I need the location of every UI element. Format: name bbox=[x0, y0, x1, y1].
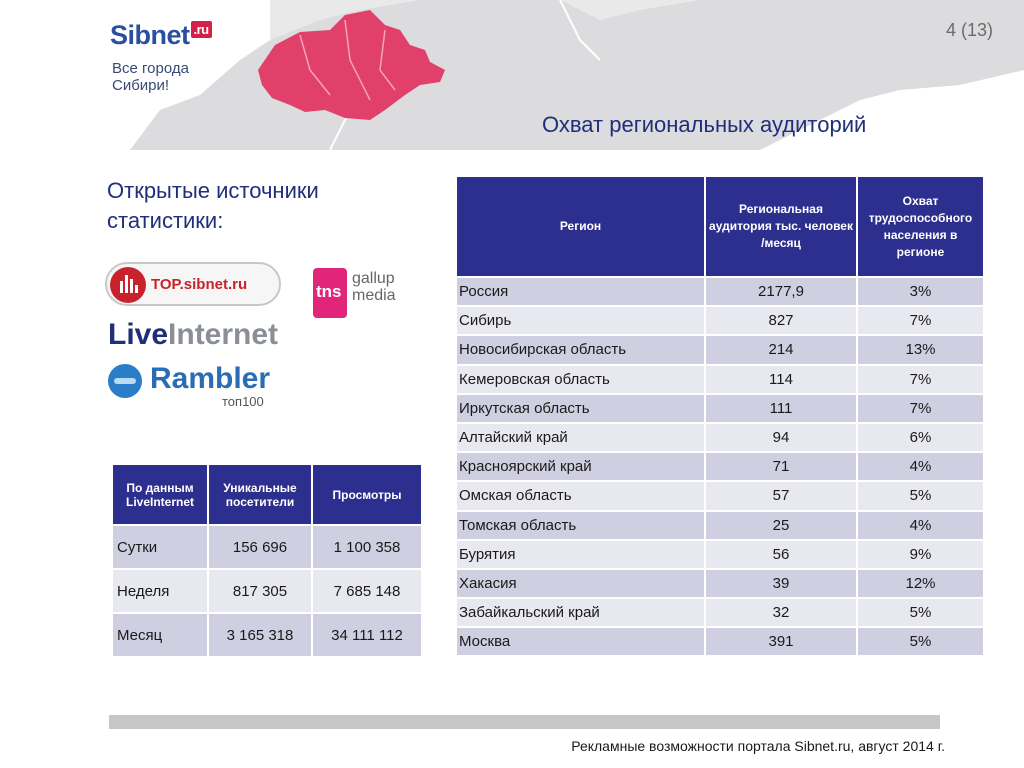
table-row bbox=[456, 277, 984, 306]
table-row bbox=[456, 423, 984, 452]
regional-audience-table bbox=[455, 175, 985, 657]
audience-cell: 32 bbox=[705, 598, 857, 627]
gallup-media-logo bbox=[352, 270, 396, 304]
region-cell: Забайкальский край bbox=[456, 598, 705, 627]
table-row bbox=[112, 569, 422, 613]
footer-bar bbox=[109, 715, 940, 729]
region-cell: Алтайский край bbox=[456, 423, 705, 452]
region-cell: Россия bbox=[456, 277, 705, 306]
top-sibnet-logo[interactable] bbox=[105, 262, 281, 306]
audience-cell: 25 bbox=[705, 511, 857, 540]
table-row bbox=[456, 306, 984, 335]
region-cell: Иркутская область bbox=[456, 394, 705, 423]
audience-cell: 111 bbox=[705, 394, 857, 423]
coverage-cell: 5% bbox=[857, 598, 984, 627]
region-cell: Кемеровская область bbox=[456, 365, 705, 394]
region-cell: Хакасия bbox=[456, 569, 705, 598]
views-cell: 7 685 148 bbox=[312, 569, 422, 613]
sibnet-logo[interactable] bbox=[110, 20, 212, 51]
audience-cell: 56 bbox=[705, 540, 857, 569]
liveinternet-live: Live bbox=[108, 318, 169, 351]
table-row bbox=[456, 627, 984, 656]
gallup-line1: gallup bbox=[352, 270, 395, 287]
visitors-cell: 3 165 318 bbox=[208, 613, 312, 657]
top-sibnet-text: TOP.sibnet.ru bbox=[151, 276, 248, 293]
audience-cell: 71 bbox=[705, 452, 857, 481]
column-header: Просмотры bbox=[312, 464, 422, 525]
table-row bbox=[456, 452, 984, 481]
region-cell: Бурятия bbox=[456, 540, 705, 569]
column-header: Регион bbox=[456, 176, 705, 277]
audience-cell: 391 bbox=[705, 627, 857, 656]
audience-cell: 2177,9 bbox=[705, 277, 857, 306]
coverage-cell: 7% bbox=[857, 394, 984, 423]
table-row bbox=[456, 511, 984, 540]
views-cell: 34 111 112 bbox=[312, 613, 422, 657]
column-header: По данным LiveInternet bbox=[112, 464, 208, 525]
slogan bbox=[112, 60, 189, 94]
coverage-cell: 6% bbox=[857, 423, 984, 452]
audience-cell: 94 bbox=[705, 423, 857, 452]
audience-cell: 39 bbox=[705, 569, 857, 598]
region-cell: Сибирь bbox=[456, 306, 705, 335]
table-row bbox=[456, 569, 984, 598]
liveinternet-logo[interactable] bbox=[108, 318, 278, 352]
audience-cell: 827 bbox=[705, 306, 857, 335]
tns-logo[interactable] bbox=[313, 268, 347, 318]
period-cell: Неделя bbox=[112, 569, 208, 613]
audience-cell: 214 bbox=[705, 335, 857, 364]
table-header-row bbox=[112, 464, 422, 525]
coverage-cell: 4% bbox=[857, 511, 984, 540]
table-row bbox=[456, 394, 984, 423]
coverage-cell: 7% bbox=[857, 306, 984, 335]
visitors-cell: 156 696 bbox=[208, 525, 312, 569]
rambler-top100: топ100 bbox=[222, 394, 264, 409]
slogan-line2: Сибири! bbox=[112, 77, 170, 94]
tns-text: tns bbox=[316, 282, 342, 301]
visitors-cell: 817 305 bbox=[208, 569, 312, 613]
table-row bbox=[456, 335, 984, 364]
region-cell: Томская область bbox=[456, 511, 705, 540]
column-header: Охват трудоспособного населения в регионе bbox=[857, 176, 984, 277]
period-cell: Месяц bbox=[112, 613, 208, 657]
sources-title-line1: Открытые источники bbox=[107, 178, 319, 203]
logo-ru: .ru bbox=[191, 21, 212, 38]
sources-title bbox=[107, 176, 319, 236]
views-cell: 1 100 358 bbox=[312, 525, 422, 569]
table-row bbox=[456, 365, 984, 394]
table-row bbox=[456, 481, 984, 510]
top-sibnet-badge-icon bbox=[110, 267, 146, 303]
footer-text: Рекламные возможности портала Sibnet.ru, август 2014 г. bbox=[571, 738, 945, 754]
column-header: Уникальные посетители bbox=[208, 464, 312, 525]
rambler-globe-icon bbox=[108, 364, 142, 398]
slide-number: 4 (13) bbox=[946, 20, 994, 40]
table-row bbox=[112, 613, 422, 657]
coverage-cell: 9% bbox=[857, 540, 984, 569]
region-cell: Омская область bbox=[456, 481, 705, 510]
logo-text: Sibnet bbox=[110, 20, 190, 50]
header-banner bbox=[0, 0, 1024, 150]
liveinternet-stats-table bbox=[111, 463, 423, 658]
region-cell: Красноярский край bbox=[456, 452, 705, 481]
table-header-row bbox=[456, 176, 984, 277]
coverage-cell: 5% bbox=[857, 481, 984, 510]
table-row bbox=[456, 598, 984, 627]
table-row bbox=[456, 540, 984, 569]
column-header: Региональная аудитория тыс. человек /месяц bbox=[705, 176, 857, 277]
coverage-cell: 4% bbox=[857, 452, 984, 481]
coverage-cell: 3% bbox=[857, 277, 984, 306]
region-cell: Москва bbox=[456, 627, 705, 656]
region-cell: Новосибирская область bbox=[456, 335, 705, 364]
coverage-cell: 5% bbox=[857, 627, 984, 656]
audience-cell: 57 bbox=[705, 481, 857, 510]
slide-title: Охват региональных аудиторий bbox=[542, 112, 867, 137]
period-cell: Сутки bbox=[112, 525, 208, 569]
coverage-cell: 12% bbox=[857, 569, 984, 598]
rambler-logo[interactable]: Rambler bbox=[150, 362, 271, 395]
coverage-cell: 13% bbox=[857, 335, 984, 364]
slogan-line1: Все города bbox=[112, 60, 189, 77]
gallup-line2: media bbox=[352, 287, 396, 304]
liveinternet-internet: Internet bbox=[168, 318, 279, 351]
audience-cell: 114 bbox=[705, 365, 857, 394]
coverage-cell: 7% bbox=[857, 365, 984, 394]
table-row bbox=[112, 525, 422, 569]
sources-title-line2: статистики: bbox=[107, 208, 224, 233]
